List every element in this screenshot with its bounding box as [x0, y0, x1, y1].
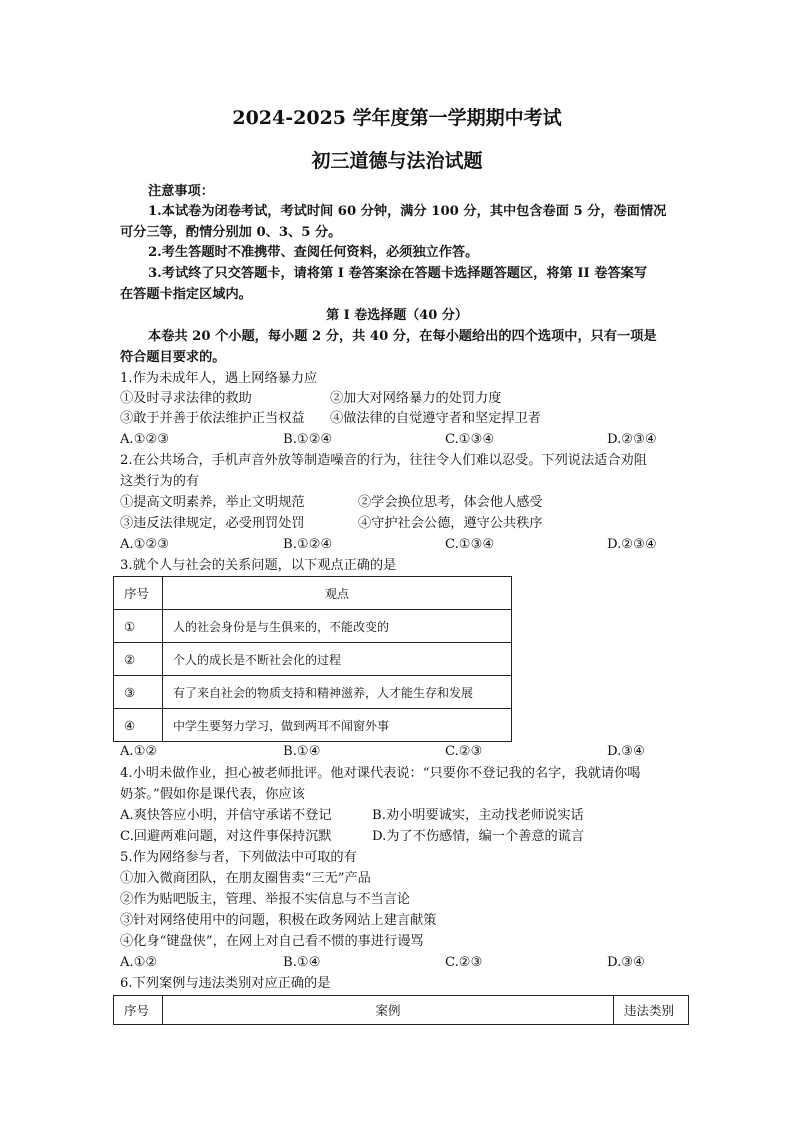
notes-heading: 注意事项： — [148, 184, 214, 199]
row-viewpoint: 中学生要努力学习，做到两耳不闻窗外事 — [163, 709, 512, 742]
q4-choice-b: B.劝小明要诚实，主动找老师说实话 — [372, 808, 584, 823]
note-1-line-1: 1.本试卷为闭卷考试，考试时间 60 分钟，满分 100 分，其中包含卷面 5 分，卷面情况 — [148, 204, 667, 219]
row-viewpoint: 个人的成长是不断社会化的过程 — [163, 643, 512, 676]
q2-option-4: ④守护社会公德，遵守公共秩序 — [358, 516, 543, 531]
section-intro-line-1: 本卷共 20 个小题，每小题 2 分，共 40 分，在每小题给出的四个选项中，只有一项是 — [148, 329, 657, 344]
q1-option-1: ①及时寻求法律的救助 — [120, 391, 252, 406]
q3-choice-b: B.①④ — [283, 744, 321, 759]
q1-option-4: ④做法律的自觉遵守者和坚定捍卫者 — [330, 411, 541, 426]
q5-choice-d: D.③④ — [607, 955, 645, 970]
row-number: ② — [114, 643, 163, 676]
q2-choice-a: A.①②③ — [120, 537, 170, 552]
exam-title: 2024-2025 学年度第一学期期中考试 — [232, 107, 562, 129]
column-header-case: 案例 — [163, 996, 614, 1025]
q5-choice-a: A.①② — [120, 955, 158, 970]
table-row — [114, 643, 512, 676]
note-1-line-2: 可分三等，酌情分别加 0、3、5 分。 — [120, 225, 342, 240]
q5-option-4: ④化身“键盘侠”，在网上对自己看不惯的事进行谩骂 — [120, 934, 424, 949]
row-number: ④ — [114, 709, 163, 742]
q2-option-1: ①提高文明素养，举止文明规范 — [120, 495, 305, 510]
q3-choice-a: A.①② — [120, 744, 158, 759]
row-number: ③ — [114, 676, 163, 709]
q5-stem: 5.作为网络参与者，下列做法中可取的有 — [120, 850, 357, 865]
q2-choice-b: B.①②④ — [283, 537, 333, 552]
column-header-violation-type: 违法类别 — [614, 996, 689, 1025]
q1-choice-a: A.①②③ — [120, 432, 170, 447]
q3-choice-c: C.②③ — [445, 744, 483, 759]
q2-stem-line-1: 2.在公共场合，手机声音外放等制造噪音的行为，往往令人们难以忍受。下列说法适合劝阻 — [120, 453, 647, 468]
q2-choice-c: C.①③④ — [445, 537, 495, 552]
q1-option-3: ③敢于并善于依法维护正当权益 — [120, 411, 305, 426]
row-viewpoint: 人的社会身份是与生俱来的，不能改变的 — [163, 610, 512, 643]
q4-stem-line-2: 奶茶。”假如你是课代表，你应该 — [120, 787, 305, 802]
q1-option-2: ②加大对网络暴力的处罚力度 — [330, 391, 502, 406]
q1-stem: 1.作为未成年人，遇上网络暴力应 — [120, 371, 318, 386]
q2-stem-line-2: 这类行为的有 — [120, 474, 200, 489]
q5-option-1: ①加入微商团队，在朋友圈售卖“三无”产品 — [120, 871, 371, 886]
q5-option-2: ②作为贴吧版主，管理、举报不实信息与不当言论 — [120, 892, 411, 907]
q2-option-3: ③违反法律规定，必受刑罚处罚 — [120, 516, 305, 531]
q3-choice-d: D.③④ — [607, 744, 645, 759]
row-viewpoint: 有了来自社会的物质支持和精神滋养，人才能生存和发展 — [163, 676, 512, 709]
q3-stem: 3.就个人与社会的关系问题，以下观点正确的是 — [120, 558, 397, 573]
table-row — [114, 610, 512, 643]
q1-choice-d: D.②③④ — [607, 432, 657, 447]
column-header-number: 序号 — [114, 996, 163, 1025]
note-2: 2.考生答题时不准携带、查阅任何资料，必须独立作答。 — [148, 245, 479, 260]
q6-table — [113, 995, 689, 1025]
q5-option-3: ③针对网络使用中的问题，积极在政务网站上建言献策 — [120, 913, 437, 928]
section-heading: 第 I 卷选择题（40 分） — [326, 308, 468, 323]
table-header-row — [114, 577, 512, 610]
row-number: ① — [114, 610, 163, 643]
q4-choice-c: C.回避两难问题，对这件事保持沉默 — [120, 829, 332, 844]
q4-stem-line-1: 4.小明未做作业，担心被老师批评。他对课代表说：“只要你不登记我的名字，我就请你喝 — [120, 766, 641, 781]
column-header-viewpoint: 观点 — [163, 577, 512, 610]
table-row — [114, 709, 512, 742]
q1-choice-b: B.①②④ — [283, 432, 333, 447]
note-3-line-1: 3.考试终了只交答题卡，请将第 I 卷答案涂在答题卡选择题答题区，将第 II 卷答案写 — [148, 266, 648, 281]
section-intro-line-2: 符合题目要求的。 — [120, 350, 226, 365]
q4-choice-a: A.爽快答应小明，并信守承诺不登记 — [120, 808, 332, 823]
q5-choice-c: C.②③ — [445, 955, 483, 970]
exam-subtitle: 初三道德与法治试题 — [311, 150, 483, 172]
q2-choice-d: D.②③④ — [607, 537, 657, 552]
q5-choice-b: B.①④ — [283, 955, 321, 970]
column-header-number: 序号 — [114, 577, 163, 610]
q4-choice-d: D.为了不伤感情，编一个善意的谎言 — [372, 829, 585, 844]
table-row — [114, 676, 512, 709]
table-header-row — [114, 996, 689, 1025]
q1-choice-c: C.①③④ — [445, 432, 495, 447]
q6-stem: 6.下列案例与违法类别对应正确的是 — [120, 976, 331, 991]
q3-table — [113, 576, 512, 742]
q2-option-2: ②学会换位思考，体会他人感受 — [358, 495, 543, 510]
note-3-line-2: 在答题卡指定区域内。 — [120, 287, 252, 302]
